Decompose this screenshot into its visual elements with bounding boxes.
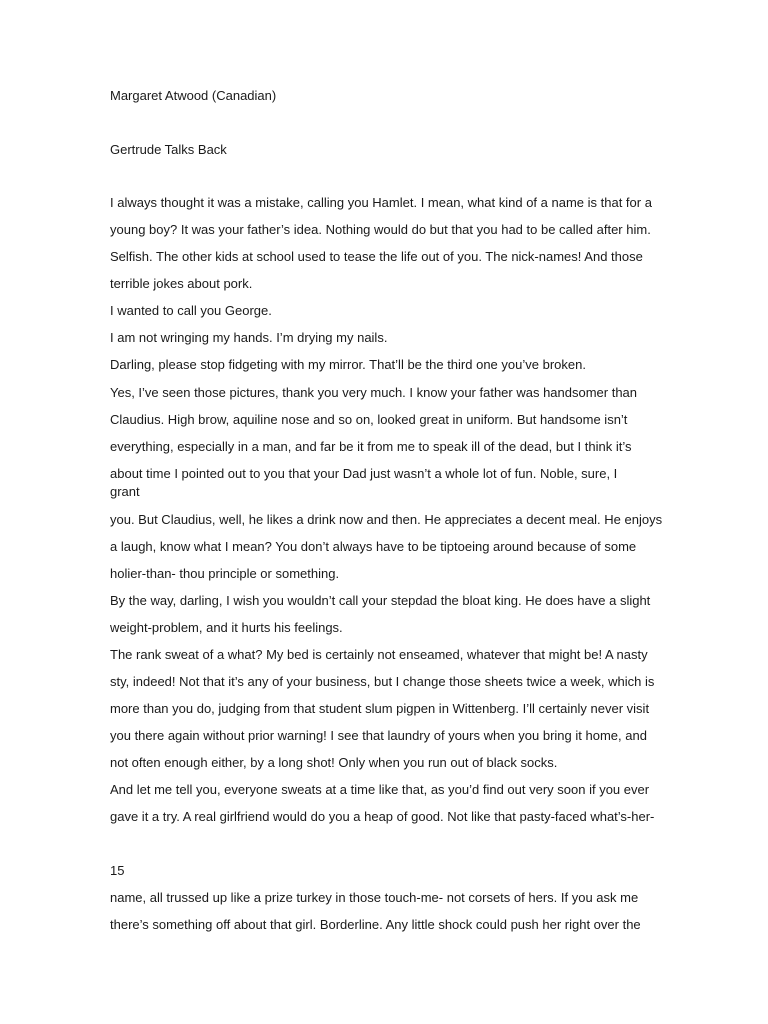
text-line: gave it a try. A real girlfriend would do you a heap of good. Not like that pasty-faced what’s-her- xyxy=(110,809,655,824)
author-line: Margaret Atwood (Canadian) xyxy=(110,88,277,103)
text-line: Darling, please stop fidgeting with my mirror. That’ll be the third one you’ve broken. xyxy=(110,357,586,372)
document-page xyxy=(110,0,670,1024)
text-line: about time I pointed out to you that your Dad just wasn’t a whole lot of fun. Noble, sure, I xyxy=(110,466,618,481)
text-line: terrible jokes about pork. xyxy=(110,276,253,291)
text-line: I wanted to call you George. xyxy=(110,303,272,318)
text-line: you. But Claudius, well, he likes a drink now and then. He appreciates a decent meal. He enjoys xyxy=(110,512,663,527)
text-line: there’s something off about that girl. Borderline. Any little shock could push her right over the xyxy=(110,917,641,932)
text-line: holier-than- thou principle or something. xyxy=(110,566,340,581)
text-line: sty, indeed! Not that it’s any of your business, but I change those sheets twice a week, which is xyxy=(110,674,655,689)
text-line: a laugh, know what I mean? You don’t always have to be tiptoeing around because of some xyxy=(110,539,637,554)
text-line: The rank sweat of a what? My bed is certainly not enseamed, whatever that might be! A nasty xyxy=(110,647,648,662)
page-number: 15 xyxy=(110,863,125,878)
text-line: By the way, darling, I wish you wouldn’t call your stepdad the bloat king. He does have a slight xyxy=(110,593,651,608)
text-line: Claudius. High brow, aquiline nose and so on, looked great in uniform. But handsome isn’t xyxy=(110,412,628,427)
text-line: Selfish. The other kids at school used to tease the life out of you. The nick-names! And those xyxy=(110,249,643,264)
text-line: I always thought it was a mistake, calling you Hamlet. I mean, what kind of a name is that for a xyxy=(110,195,652,210)
text-line: you there again without prior warning! I see that laundry of yours when you bring it home, and xyxy=(110,728,647,743)
text-line: Yes, I’ve seen those pictures, thank you very much. I know your father was handsomer than xyxy=(110,385,638,400)
text-line: name, all trussed up like a prize turkey in those touch-me- not corsets of hers. If you ask me xyxy=(110,890,639,905)
text-line: not often enough either, by a long shot! Only when you run out of black socks. xyxy=(110,755,558,770)
text-line: grant xyxy=(110,484,140,499)
text-line: weight-problem, and it hurts his feelings. xyxy=(110,620,343,635)
text-line: everything, especially in a man, and far be it from me to speak ill of the dead, but I think it’s xyxy=(110,439,632,454)
document-title: Gertrude Talks Back xyxy=(110,142,227,157)
text-line: I am not wringing my hands. I’m drying my nails. xyxy=(110,330,388,345)
text-line: more than you do, judging from that student slum pigpen in Wittenberg. I’ll certainly never visit xyxy=(110,701,650,716)
text-line: young boy? It was your father’s idea. Nothing would do but that you had to be called after him. xyxy=(110,222,651,237)
text-line: And let me tell you, everyone sweats at a time like that, as you’d find out very soon if you ever xyxy=(110,782,650,797)
